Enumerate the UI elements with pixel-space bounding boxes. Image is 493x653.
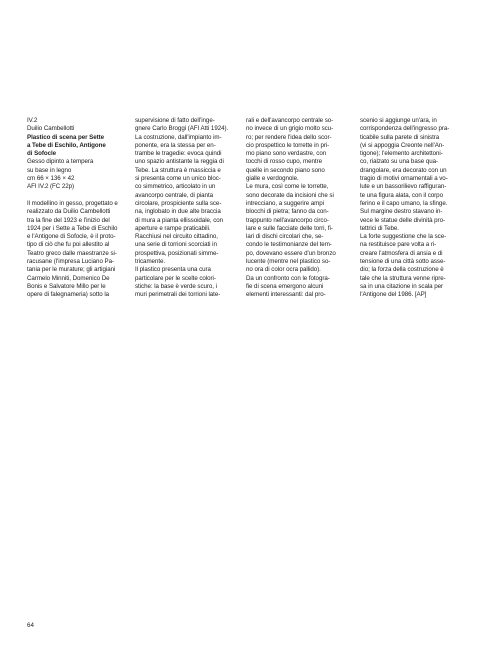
entry-material-line: cm 66 × 136 × 42 (27, 175, 75, 183)
text-line: tensione di una città sotto asse- (360, 258, 446, 266)
text-line: racusane (l'impresa Luciano Pa- (27, 258, 114, 266)
text-line: ferino e il capo umano, la sfinge. (360, 199, 448, 207)
text-line: (vi si appoggia Creonte nell'An- (360, 141, 445, 149)
text-line: mo piano sono verdastre, con (246, 150, 327, 158)
column-4-body (360, 117, 456, 300)
entry-material-line: AFI IV.2 (FC 22p) (27, 183, 75, 191)
text-line: trambe le tragedie: evoca quindi (135, 150, 222, 158)
text-line: tale che la struttura venne ripre- (360, 274, 446, 282)
text-line: circolare, prospiciente sulla sce- (135, 199, 222, 207)
text-line: La forte suggestione che la sce- (360, 233, 447, 241)
text-line: tettrici di Tebe. (360, 224, 399, 232)
text-line: muri perimetrali dei torrioni late- (135, 291, 221, 299)
text-line: po, dovevano essere d'un bronzo (246, 249, 336, 257)
text-line: lucente (mentre nel plastico so- (246, 258, 331, 266)
text-line: lare e sulle facciate delle torri, fi- (246, 224, 333, 232)
column-3-body (246, 117, 342, 300)
text-line: Tebe. La struttura è massiccia e (135, 166, 221, 174)
text-line: na restituisce pare volta a ri- (360, 241, 437, 249)
text-line: prospettiva, posizionati simme- (135, 249, 219, 257)
text-line: Carmelo Minniti, Domenico De (27, 274, 110, 282)
text-line: elementi interessanti: dal pro- (246, 291, 326, 299)
text-line: no ora di color ocra pallido). (246, 266, 321, 274)
column-2-body (135, 117, 231, 300)
entry-title-line: di Sofocle (27, 150, 57, 158)
text-line: Il plastico presenta una cura (135, 266, 211, 274)
text-line: co simmetrico, articolato in un (135, 183, 216, 191)
column-1 (27, 117, 123, 300)
text-line: La costruzione, dall'impianto im- (135, 133, 222, 141)
text-line: tricamente. (135, 258, 166, 266)
text-line: Il modellino in gesso, progettato e (27, 199, 118, 207)
entry-material-line: su base in legno (27, 166, 72, 174)
text-line: lute e un bassorilievo raffiguran- (360, 183, 447, 191)
column-3 (246, 117, 342, 300)
text-line: particolare per le scelte colori- (135, 274, 216, 282)
text-line: ro; per rendere l'idea dello scor- (246, 133, 332, 141)
text-line: intrecciano, a suggerire ampi (246, 199, 324, 207)
text-line: te una figura alata, con il corpo (360, 191, 443, 199)
text-line: Teatro greco dalle maestranze si- (27, 249, 117, 257)
entry-author: Duilio Cambellotti (27, 125, 75, 133)
text-line: tragio di motivi ornamentali a vo- (360, 175, 448, 183)
column-4 (360, 117, 456, 300)
text-line: 1924 per i Sette a Tebe di Eschilo (27, 224, 118, 232)
text-line: drangolare, era decorato con un (360, 166, 447, 174)
entry-title-line: a Tebe di Eschilo, Antigone (27, 141, 106, 149)
text-line: avancorpo centrale, di pianta (135, 191, 214, 199)
text-line: sa in una citazione in scala per (360, 282, 444, 290)
text-line: lari di dischi circolari che, se- (246, 233, 324, 241)
text-line: na, inglobato in due alte braccia (135, 208, 221, 216)
text-line: realizzato da Duilio Cambellotti (27, 208, 111, 216)
text-line: Sul margine destro stavano in- (360, 208, 443, 216)
text-line: vece le statue delle divinità pro- (360, 216, 445, 224)
page-number: 64 (27, 622, 34, 629)
text-line: supervisione di fatto dell'inge- (135, 117, 215, 124)
text-line: fie di scena emergono alcuni (246, 282, 324, 290)
text-line: opere di falegnameria) sotto la (27, 291, 110, 299)
text-line: ponente, era la stessa per en- (135, 141, 216, 149)
text-line: tigone); l'elemento architettoni- (360, 150, 443, 158)
text-line: tipo di ciò che fu poi allestito al (27, 241, 110, 249)
text-line: uno spazio antistante la reggia di (135, 158, 224, 166)
text-line: Bonis e Salvatore Millo per le (27, 282, 106, 290)
text-line: Racchiusi nel circuito cittadino, (135, 233, 218, 241)
column-1-body (27, 200, 123, 300)
text-line: corrispondenza dell'ingresso pra- (360, 125, 450, 133)
text-line: tra la fine del 1923 e l'inizio del (27, 216, 110, 224)
text-line: ticabile sulla parete di sinistra (360, 133, 440, 141)
text-line: sono decorate da incisioni che si (246, 191, 334, 199)
text-line: una serie di torrioni scorciati in (135, 241, 217, 249)
text-line: trappunto nell'avancorpo circo- (246, 216, 329, 224)
text-line: cio prospettico le torrette in pri- (246, 141, 330, 149)
entry-title-line: Plastico di scena per Sette (27, 133, 105, 141)
text-line: stiche: la base è verde scuro, i (135, 282, 217, 290)
text-line: e l'Antigone di Sofocle, è il proto- (27, 233, 116, 241)
text-line: gialle e verdognole. (246, 175, 299, 183)
text-line: tania per le murature; gli artigiani (27, 266, 116, 274)
text-line: l'Antigone del 1986. [AP] (360, 291, 427, 299)
text-line: creare l'atmosfera di ansia e di (360, 249, 443, 257)
text-line: si presenta come un unico bloc- (135, 175, 221, 183)
text-line: aperture e rampe praticabili. (135, 224, 211, 232)
text-line: quelle in secondo piano sono (246, 166, 325, 174)
entry-number: IV.2 (27, 117, 38, 124)
text-line: scenio si aggiunge un'ara, in (360, 117, 437, 124)
text-line: co, rialzato su una base qua- (360, 158, 439, 166)
text-line: no invece di un grigio molto scu- (246, 125, 334, 133)
text-line: Da un confronto con le fotogra- (246, 274, 330, 282)
entry-material-line: Gesso dipinto a tempera (27, 158, 94, 166)
text-line: Le mura, così come le torrette, (246, 183, 329, 191)
text-line: blocchi di pietra; fanno da con- (246, 208, 329, 216)
text-line: condo le testimonianze del tem- (246, 241, 332, 249)
text-line: gnere Carlo Broggi (AFI Atti 1924). (135, 125, 229, 133)
text-line: di mura a pianta ellissoidale, con (135, 216, 224, 224)
text-line: tocchi di rosso cupo, mentre (246, 158, 322, 166)
text-line: dio; la forza della costruzione è (360, 266, 444, 274)
column-2 (135, 117, 231, 300)
text-line: rali e dell'avancorpo centrale so- (246, 117, 334, 124)
